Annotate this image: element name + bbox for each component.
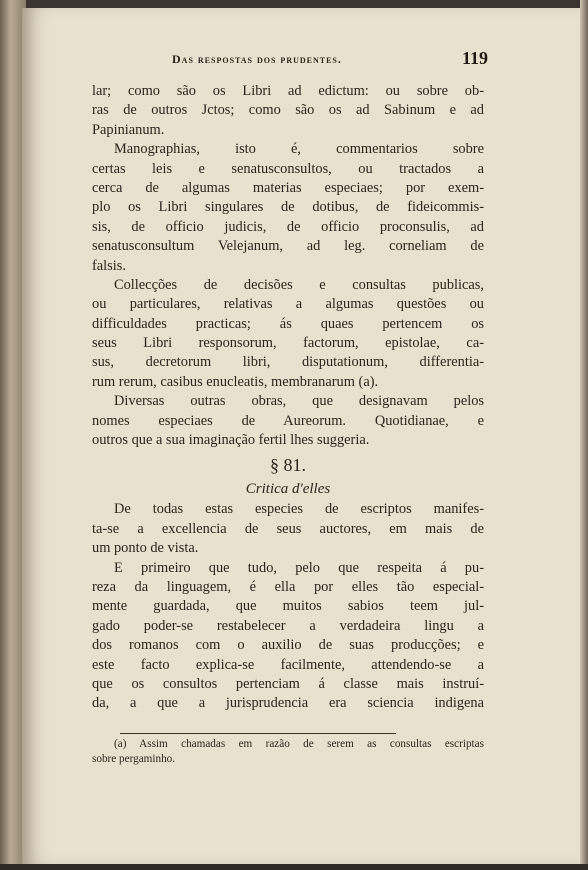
text-line: um ponto de vista. [92, 540, 199, 557]
running-head: Das respostas dos prudentes. [172, 52, 342, 66]
text-line: seus Libri responsorum, factorum, epistolae, ca- [92, 335, 484, 352]
text-line: plo os Libri singulares de dotibus, de fideicommis- [92, 199, 484, 216]
text-line: E primeiro que tudo, pelo que respeita á pu- [114, 559, 484, 576]
text-line: mente guardada, que muitos sabios teem jul- [92, 598, 484, 615]
text-line: cerca de algumas materias especiaes; por exem- [92, 179, 484, 196]
paragraph-4 [92, 392, 484, 450]
footnote-line: (a) Assim chamadas em razão de serem as consultas escriptas [114, 738, 484, 750]
page-body [92, 82, 484, 714]
section-title: Critica d'elles [245, 481, 331, 498]
text-line: dos romanos com o auxilio de suas producções; e [92, 637, 484, 654]
text-line: que os consultos pertenciam á classe mais instruí- [92, 675, 484, 692]
text-line: sus, decretorum libri, disputationum, differentia- [92, 354, 484, 371]
text-line: da, a que a jurisprudencia era sciencia indigena [92, 695, 484, 712]
text-line: gado poder-se restabelecer a verdadeira lingu a [92, 617, 484, 634]
text-line: Manographias, isto é, commentarios sobre [114, 141, 484, 158]
footnote-line: sobre pergaminho. [92, 753, 176, 765]
text-line: Collecções de decisões e consultas publicas, [114, 276, 484, 293]
scan-border [0, 864, 588, 870]
text-line: Diversas outras obras, que designavam pelos [114, 393, 484, 410]
paragraph-6 [92, 559, 484, 714]
text-line: reza da linguagem, é ella por elles tão especial- [92, 578, 484, 595]
page-header [96, 48, 488, 70]
text-line: sis, de officio judicis, de officio proconsulis, ad [92, 218, 484, 235]
paragraph-2 [92, 140, 484, 276]
page-number: 119 [461, 48, 488, 68]
text-line: De todas estas especies de escriptos manifes- [114, 501, 484, 518]
section-number: § 81. [270, 455, 306, 476]
paragraph-1 [92, 82, 484, 140]
text-line: ras de outros Jctos; como são os ad Sabinum e ad [92, 102, 484, 119]
text-line: difficuldades practicas; ás quaes pertencem os [92, 315, 484, 332]
text-line: senatusconsultum Velejanum, ad leg. corneliam de [92, 238, 484, 255]
text-line: rum rerum, casibus enucleatis, membranarum (a). [92, 373, 379, 390]
text-line: lar; como são os Libri ad edictum: ou sobre ob- [92, 83, 484, 99]
text-line: nomes especiaes de Aureorum. Quotidianae, e [92, 412, 484, 429]
text-line: Papinianum. [92, 121, 165, 138]
footnote [92, 737, 484, 767]
paragraph-5 [92, 500, 484, 558]
text-line: este facto explica-se facilmente, attendendo-se a [92, 656, 484, 673]
footnote-rule [120, 733, 396, 734]
text-line: outros que a sua imaginação fertil lhes suggeria. [92, 432, 370, 449]
text-line: falsis. [92, 257, 126, 274]
page-edge [580, 0, 588, 870]
paragraph-3 [92, 276, 484, 392]
text-line: certas leis e senatusconsultos, ou tractados a [92, 160, 484, 177]
text-line: ta-se a excellencia de seus auctores, em mais de [92, 520, 484, 537]
text-line: ou particulares, relativas a algumas questões ou [92, 296, 484, 313]
